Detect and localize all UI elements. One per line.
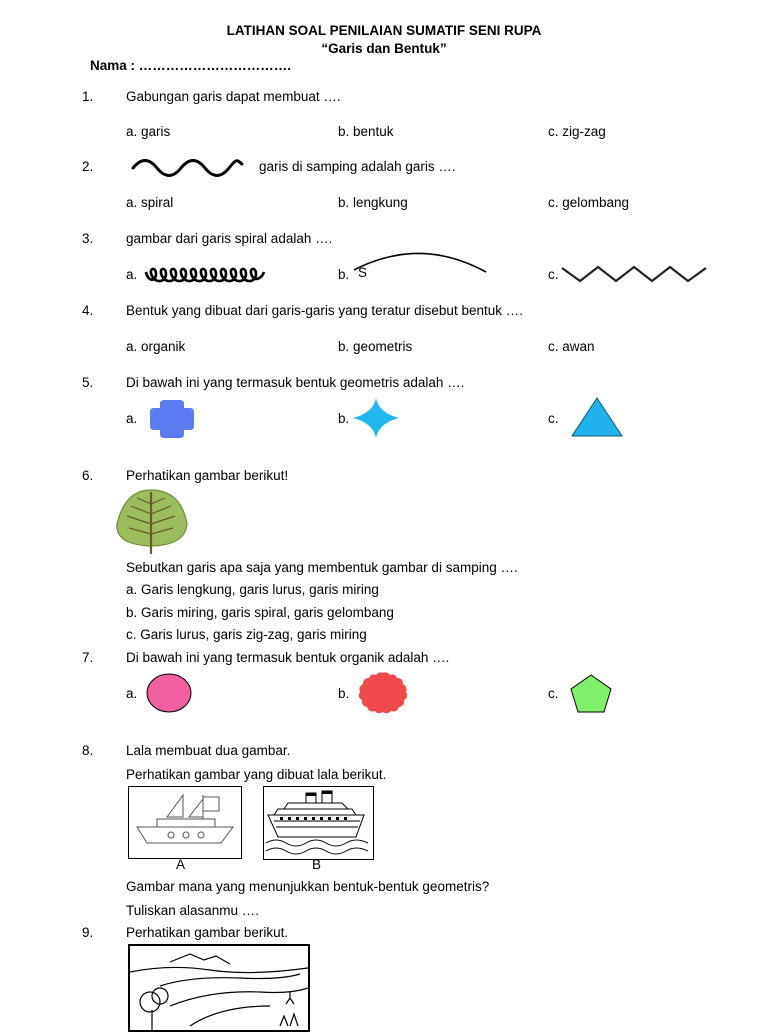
q8-instruction: Tuliskan alasanmu …. [126,903,260,918]
geometric-ship-image [129,787,241,858]
q4-option-a: a. organik [126,339,186,354]
name-field-label: Nama : ……………………………. [90,58,292,73]
q7-option-a: a. [126,686,138,701]
picture-b-label: B [312,857,322,872]
wavy-line-image [130,156,245,178]
q2-option-b: b. lengkung [338,195,408,210]
q8-question: Gambar mana yang menunjukkan bentuk-bentuk geometris? [126,879,490,894]
q9-number: 9. [82,925,94,940]
q5-text: Di bawah ini yang termasuk bentuk geometris adalah …. [126,375,465,390]
q2-option-c: c. gelombang [548,195,630,210]
q6-option-c: c. Garis lurus, garis zig-zag, garis miring [126,627,367,642]
landscape-picture-frame [128,944,310,1032]
q6-number: 6. [82,468,94,483]
q6-text: Perhatikan gambar berikut! [126,468,289,483]
q5-option-c: c. [548,411,559,426]
triangle-shape [570,396,624,438]
q3-number: 3. [82,231,94,246]
q7-option-c: c. [548,686,559,701]
picture-a-frame [128,786,242,859]
q6-option-a: a. Garis lengkung, garis lurus, garis miring [126,582,379,597]
q5-option-b: b. [338,411,350,426]
q7-text: Di bawah ini yang termasuk bentuk organik adalah …. [126,650,450,665]
q3-option-c: c. [548,267,559,282]
q5-option-a: a. [126,411,138,426]
page-subtitle: “Garis dan Bentuk” [321,41,447,56]
zigzag-line-image [560,262,710,284]
q5-number: 5. [82,375,94,390]
q2-option-a: a. spiral [126,195,174,210]
q3-option-b-mark: S [358,265,368,280]
landscape-image [130,946,308,1030]
q6-option-b: b. Garis miring, garis spiral, garis gelombang [126,605,394,620]
q1-option-b: b. bentuk [338,124,394,139]
q2-text: garis di samping adalah garis …. [259,159,456,174]
star-diamond-shape [352,397,400,439]
q6-question: Sebutkan garis apa saja yang membentuk gambar di samping …. [126,560,518,575]
q4-number: 4. [82,303,94,318]
pentagon-shape [568,673,614,715]
q1-option-c: c. zig-zag [548,124,606,139]
q3-text: gambar dari garis spiral adalah …. [126,231,333,246]
realistic-ship-image [264,787,373,859]
q7-option-b: b. [338,686,350,701]
q3-option-a: a. [126,267,138,282]
q4-text: Bentuk yang dibuat dari garis-garis yang teratur disebut bentuk …. [126,303,523,318]
q2-number: 2. [82,159,94,174]
circle-shape [144,672,194,714]
page-title: LATIHAN SOAL PENILAIAN SUMATIF SENI RUPA [226,23,542,38]
rounded-cross-shape [148,398,196,440]
leaf-image [113,484,191,556]
scalloped-shape [356,671,410,715]
q7-number: 7. [82,650,94,665]
curved-line-image [350,248,490,276]
q1-text: Gabungan garis dapat membuat …. [126,89,341,104]
q8-text: Lala membuat dua gambar. [126,743,291,758]
q8-number: 8. [82,743,94,758]
q1-number: 1. [82,89,94,104]
q9-text: Perhatikan gambar berikut. [126,925,289,940]
q1-option-a: a. garis [126,124,171,139]
picture-b-frame [263,786,374,860]
picture-a-label: A [176,857,186,872]
q8-line2: Perhatikan gambar yang dibuat lala berikut. [126,767,387,782]
q4-option-b: b. geometris [338,339,413,354]
q4-option-c: c. awan [548,339,595,354]
spiral-line-image [142,262,267,286]
q3-option-b: b. [338,267,350,282]
